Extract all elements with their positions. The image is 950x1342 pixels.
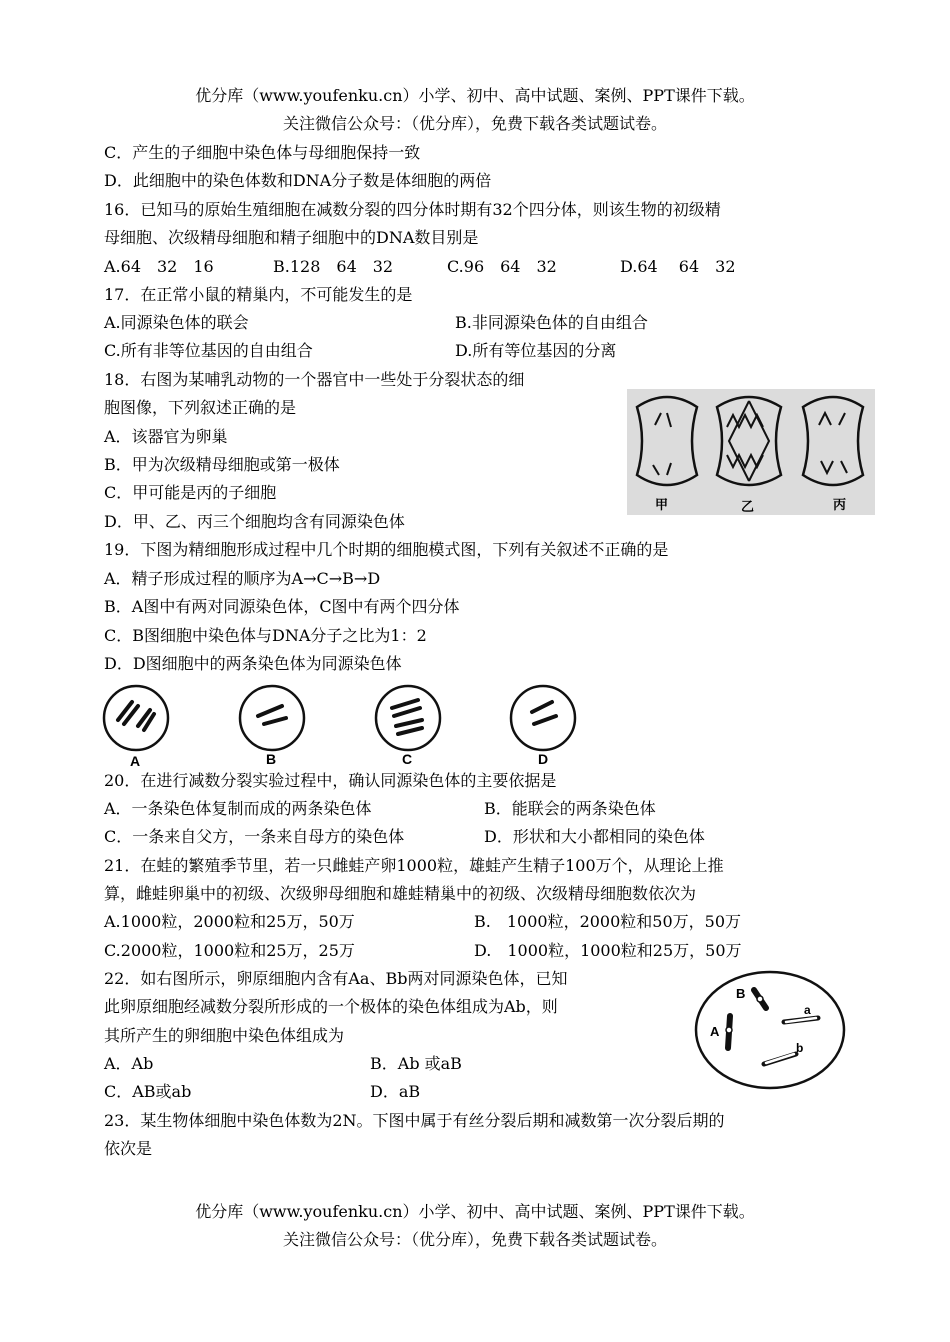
q19-option-c: C．B图细胞中染色体与DNA分子之比为1：2 [104, 626, 427, 645]
q18-option-c: C．甲可能是丙的子细胞 [104, 483, 277, 502]
q20-option-d: D．形状和大小都相同的染色体 [484, 827, 705, 846]
q19-label-a: A [130, 753, 141, 768]
q21-option-a: A.1000粒，2000粒和25万，50万 [104, 912, 355, 931]
q16-option-a: A.64 32 16 [104, 257, 214, 276]
q16-option-d: D.64 64 32 [620, 257, 736, 276]
header-line-1: 优分库（www.youfenku.cn）小学、初中、高中试题、案例、PPT课件下载。 [195, 86, 755, 105]
q19-stem: 19．下图为精细胞形成过程中几个时期的细胞模式图，下列有关叙述不正确的是 [104, 540, 669, 559]
q17-option-a: A.同源染色体的联会 [104, 313, 249, 332]
q17-option-c: C.所有非等位基因的自由组合 [104, 341, 313, 360]
q17-option-d: D.所有等位基因的分离 [455, 341, 617, 360]
q19-option-d: D．D图细胞中的两条染色体为同源染色体 [104, 654, 402, 673]
q18-label-bing: 丙 [833, 497, 847, 512]
q18-cell-figure [627, 389, 875, 515]
footer-line-1: 优分库（www.youfenku.cn）小学、初中、高中试题、案例、PPT课件下载。 [195, 1202, 755, 1221]
q20-option-a: A．一条染色体复制而成的两条染色体 [104, 799, 372, 818]
q22-label-b: b [796, 1041, 804, 1055]
q19-cell-figure [100, 680, 590, 768]
q18-stem-1: 18．右图为某哺乳动物的一个器官中一些处于分裂状态的细 [104, 370, 525, 389]
q19-label-d: D [538, 751, 549, 767]
q22-option-a: A．Ab [104, 1054, 154, 1073]
q21-option-c: C.2000粒，1000粒和25万，25万 [104, 941, 355, 960]
q15-option-c: C．产生的子细胞中染色体与母细胞保持一致 [104, 143, 421, 162]
q23-stem-1: 23．某生物体细胞中染色体数为2N。下图中属于有丝分裂后期和减数第一次分裂后期的 [104, 1111, 725, 1130]
footer-line-2: 关注微信公众号：（优分库），免费下载各类试题试卷。 [282, 1230, 667, 1249]
q21-option-b: B. 1000粒，2000粒和50万，50万 [474, 912, 742, 931]
q19-label-c: C [402, 751, 413, 767]
q22-stem-1: 22．如右图所示，卵原细胞内含有Aa、Bb两对同源染色体，已知 [104, 969, 568, 988]
q21-stem-2: 算，雌蛙卵巢中的初级、次级卵母细胞和雄蛙精巢中的初级、次级精母细胞数依次为 [104, 884, 697, 903]
q18-option-b: B．甲为次级精母细胞或第一极体 [104, 455, 340, 474]
q22-option-b: B．Ab 或aB [370, 1054, 462, 1073]
q18-option-a: A．该器官为卵巢 [104, 427, 228, 446]
q18-label-jia: 甲 [655, 497, 669, 512]
q18-stem-2: 胞图像，下列叙述正确的是 [104, 398, 297, 417]
q19-label-b: B [266, 751, 277, 767]
q22-label-B: B [736, 986, 746, 1001]
q22-label-a: a [804, 1003, 811, 1017]
q22-option-c: C．AB或ab [104, 1082, 192, 1101]
q16-option-c: C.96 64 32 [447, 257, 557, 276]
q18-option-d: D．甲、乙、丙三个细胞均含有同源染色体 [104, 512, 405, 531]
q17-option-b: B.非同源染色体的自由组合 [455, 313, 648, 332]
q22-label-A: A [710, 1024, 720, 1039]
q20-stem: 20．在进行减数分裂实验过程中，确认同源染色体的主要依据是 [104, 771, 557, 790]
q21-stem-1: 21．在蛙的繁殖季节里，若一只雌蛙产卵1000粒，雄蛙产生精子100万个，从理论上推 [104, 856, 724, 875]
q17-stem: 17．在正常小鼠的精巢内，不可能发生的是 [104, 285, 413, 304]
q18-label-yi: 乙 [741, 499, 755, 514]
q16-stem-1: 16．已知马的原始生殖细胞在减数分裂的四分体时期有32个四分体，则该生物的初级精 [104, 200, 721, 219]
q20-option-c: C．一条来自父方，一条来自母方的染色体 [104, 827, 405, 846]
q16-stem-2: 母细胞、次级精母细胞和精子细胞中的DNA数目别是 [104, 228, 479, 247]
q22-stem-2: 此卵原细胞经减数分裂所形成的一个极体的染色体组成为Ab，则 [104, 997, 558, 1016]
q16-option-b: B.128 64 32 [273, 257, 394, 276]
q19-option-b: B．A图中有两对同源染色体，C图中有两个四分体 [104, 597, 460, 616]
q23-stem-2: 依次是 [104, 1139, 153, 1158]
q22-cell-figure [692, 968, 848, 1092]
q19-option-a: A．精子形成过程的顺序为A→C→B→D [104, 569, 381, 588]
q21-option-d: D. 1000粒，1000粒和25万，50万 [474, 941, 742, 960]
q22-option-d: D．aB [370, 1082, 421, 1101]
q15-option-d: D．此细胞中的染色体数和DNA分子数是体细胞的两倍 [104, 171, 492, 190]
header-line-2: 关注微信公众号：（优分库），免费下载各类试题试卷。 [282, 114, 667, 133]
q20-option-b: B．能联会的两条染色体 [484, 799, 656, 818]
q22-stem-3: 其所产生的卵细胞中染色体组成为 [104, 1026, 345, 1045]
